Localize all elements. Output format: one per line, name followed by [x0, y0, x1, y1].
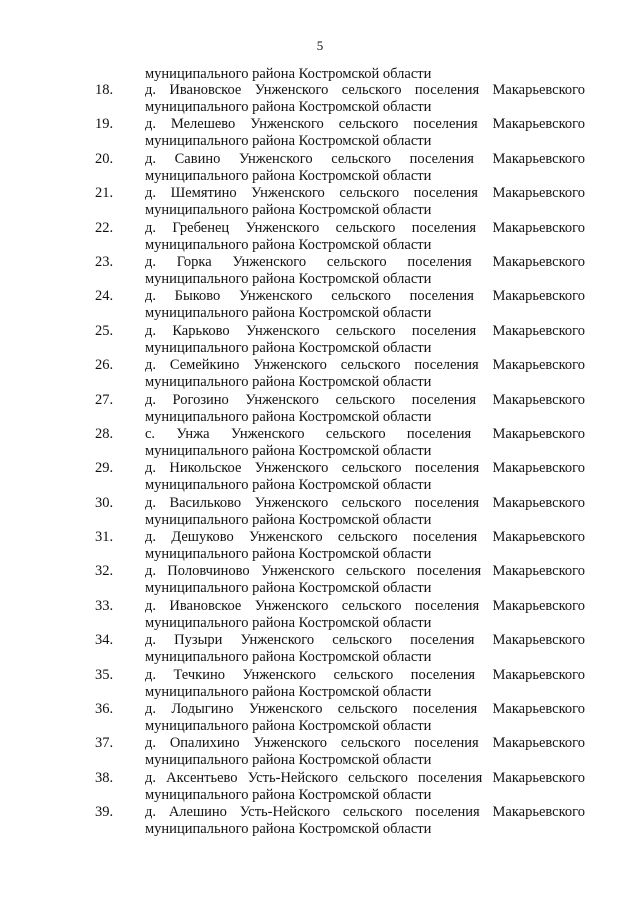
continuation-text: муниципального района Костромской области: [145, 66, 432, 82]
list-item: [0, 357, 640, 391]
list-item-text: [145, 495, 585, 529]
list-item-line-2: муниципального района Костромской области: [145, 202, 432, 219]
list-item: [0, 254, 640, 288]
list-item-line-2: муниципального района Костромской области: [145, 511, 432, 528]
list-item-number: 35.: [95, 666, 114, 683]
list-item: [0, 116, 640, 150]
list-item-line-2: муниципального района Костромской области: [145, 477, 432, 494]
list-item-line-1: с. Унжа Унженского сельского поселения Макарьевского: [145, 425, 585, 442]
list-item-line-2: муниципального района Костромской области: [145, 752, 432, 769]
list-item-line-2: муниципального района Костромской области: [145, 718, 432, 735]
list-item-number: 26.: [95, 357, 114, 374]
list-item-text: [145, 323, 585, 357]
list-item-text: [145, 185, 585, 219]
list-item-line-1: д. Карьково Унженского сельского поселения Макарьевского: [145, 322, 585, 339]
list-item: [0, 460, 640, 494]
list-item-text: [145, 563, 585, 597]
list-item-number: 27.: [95, 391, 114, 408]
list-item-text: [145, 288, 585, 322]
list-item-text: [145, 426, 585, 460]
list-item-number: 37.: [95, 735, 114, 752]
list-item-line-1: д. Никольское Унженского сельского поселения Макарьевского: [145, 460, 585, 477]
list-item-line-2: муниципального района Костромской области: [145, 133, 432, 150]
page-number: 5: [316, 38, 324, 53]
list-item-line-1: д. Рогозино Унженского сельского поселения Макарьевского: [145, 391, 585, 408]
list-item-line-1: д. Быково Унженского сельского поселения Макарьевского: [145, 288, 585, 305]
list-item-line-1: д. Лодыгино Унженского сельского поселения Макарьевского: [145, 701, 585, 718]
list-item-text: [145, 667, 585, 701]
list-item: [0, 82, 640, 116]
list-item-text: [145, 735, 585, 769]
list-item-text: [145, 770, 585, 804]
list-item-line-1: д. Мелешево Унженского сельского поселения Макарьевского: [145, 116, 585, 133]
list-item-number: 38.: [95, 769, 114, 786]
list-item-line-2: муниципального района Костромской области: [145, 305, 432, 322]
list-item-text: [145, 116, 585, 150]
list-item-line-2: муниципального района Костромской области: [145, 236, 432, 253]
list-item-text: [145, 357, 585, 391]
list-item-text: [145, 598, 585, 632]
list-item-number: 36.: [95, 701, 114, 718]
list-item-text: [145, 701, 585, 735]
list-item-number: 20.: [95, 150, 114, 167]
list-item-number: 28.: [95, 425, 114, 442]
list-item-line-1: д. Дешуково Унженского сельского поселения Макарьевского: [145, 529, 585, 546]
list-item: [0, 185, 640, 219]
list-item-line-1: д. Алешино Усть-Нейского сельского поселения Макарьевского: [145, 804, 585, 821]
entry-list: [0, 82, 640, 839]
list-item-number: 29.: [95, 460, 114, 477]
list-item-line-2: муниципального района Костромской области: [145, 649, 432, 666]
list-item: [0, 770, 640, 804]
list-item-line-1: д. Ивановское Унженского сельского поселения Макарьевского: [145, 597, 585, 614]
list-item-line-1: д. Шемятино Унженского сельского поселения Макарьевского: [145, 185, 585, 202]
list-item: [0, 495, 640, 529]
list-item-line-1: д. Васильково Унженского сельского поселения Макарьевского: [145, 494, 585, 511]
list-item-line-2: муниципального района Костромской области: [145, 99, 432, 115]
list-item-line-2: муниципального района Костромской области: [145, 786, 432, 803]
list-item-line-2: муниципального района Костромской области: [145, 167, 432, 184]
list-item-line-1: д. Семейкино Унженского сельского поселения Макарьевского: [145, 357, 585, 374]
list-item-line-1: д. Ивановское Унженского сельского поселения Макарьевского: [145, 82, 585, 98]
list-item: [0, 804, 640, 838]
list-item-number: 18.: [95, 82, 114, 98]
list-item-line-2: муниципального района Костромской области: [145, 614, 432, 631]
list-item-line-1: д. Опалихино Унженского сельского поселения Макарьевского: [145, 735, 585, 752]
list-item-line-2: муниципального района Костромской области: [145, 442, 432, 459]
list-item-text: [145, 460, 585, 494]
list-item-text: [145, 220, 585, 254]
list-item-text: [145, 529, 585, 563]
list-item-number: 33.: [95, 597, 114, 614]
list-item-line-2: муниципального района Костромской области: [145, 821, 432, 838]
list-item: [0, 563, 640, 597]
list-item: [0, 288, 640, 322]
list-item-line-2: муниципального района Костромской области: [145, 580, 432, 597]
list-item-line-2: муниципального района Костромской области: [145, 374, 432, 391]
list-item: [0, 667, 640, 701]
list-item-line-1: д. Горка Унженского сельского поселения Макарьевского: [145, 253, 585, 270]
list-item-number: 34.: [95, 632, 114, 649]
list-item: [0, 392, 640, 426]
list-item: [0, 701, 640, 735]
list-item-text: [145, 632, 585, 666]
list-item-line-1: д. Течкино Унженского сельского поселения Макарьевского: [145, 666, 585, 683]
list-item-line-2: муниципального района Костромской области: [145, 339, 432, 356]
list-item-number: 30.: [95, 494, 114, 511]
list-item-line-2: муниципального района Костромской области: [145, 270, 432, 287]
list-item: [0, 426, 640, 460]
list-item-number: 32.: [95, 563, 114, 580]
list-item-number: 25.: [95, 322, 114, 339]
list-item: [0, 529, 640, 563]
list-item: [0, 323, 640, 357]
list-item-line-1: д. Гребенец Унженского сельского поселения Макарьевского: [145, 219, 585, 236]
list-item-number: 39.: [95, 804, 114, 821]
list-item-text: [145, 392, 585, 426]
list-item-line-1: д. Пузыри Унженского сельского поселения Макарьевского: [145, 632, 585, 649]
list-item: [0, 598, 640, 632]
list-item: [0, 220, 640, 254]
list-item-text: [145, 804, 585, 838]
list-item-text: [145, 151, 585, 185]
list-item-line-2: муниципального района Костромской области: [145, 683, 432, 700]
list-item: [0, 632, 640, 666]
list-item-number: 23.: [95, 253, 114, 270]
list-item-number: 24.: [95, 288, 114, 305]
list-item-line-1: д. Половчиново Унженского сельского поселения Макарьевского: [145, 563, 585, 580]
list-item: [0, 735, 640, 769]
list-item-line-1: д. Аксентьево Усть-Нейского сельского поселения Макарьевского: [145, 769, 585, 786]
list-item-text: [145, 254, 585, 288]
list-item-number: 21.: [95, 185, 114, 202]
list-item-line-1: д. Савино Унженского сельского поселения Макарьевского: [145, 150, 585, 167]
list-item-number: 31.: [95, 529, 114, 546]
list-item-line-2: муниципального района Костромской области: [145, 546, 432, 563]
list-item-text: [145, 82, 585, 116]
list-item-line-2: муниципального района Костромской области: [145, 408, 432, 425]
list-item: [0, 151, 640, 185]
list-item-number: 22.: [95, 219, 114, 236]
list-item-number: 19.: [95, 116, 114, 133]
